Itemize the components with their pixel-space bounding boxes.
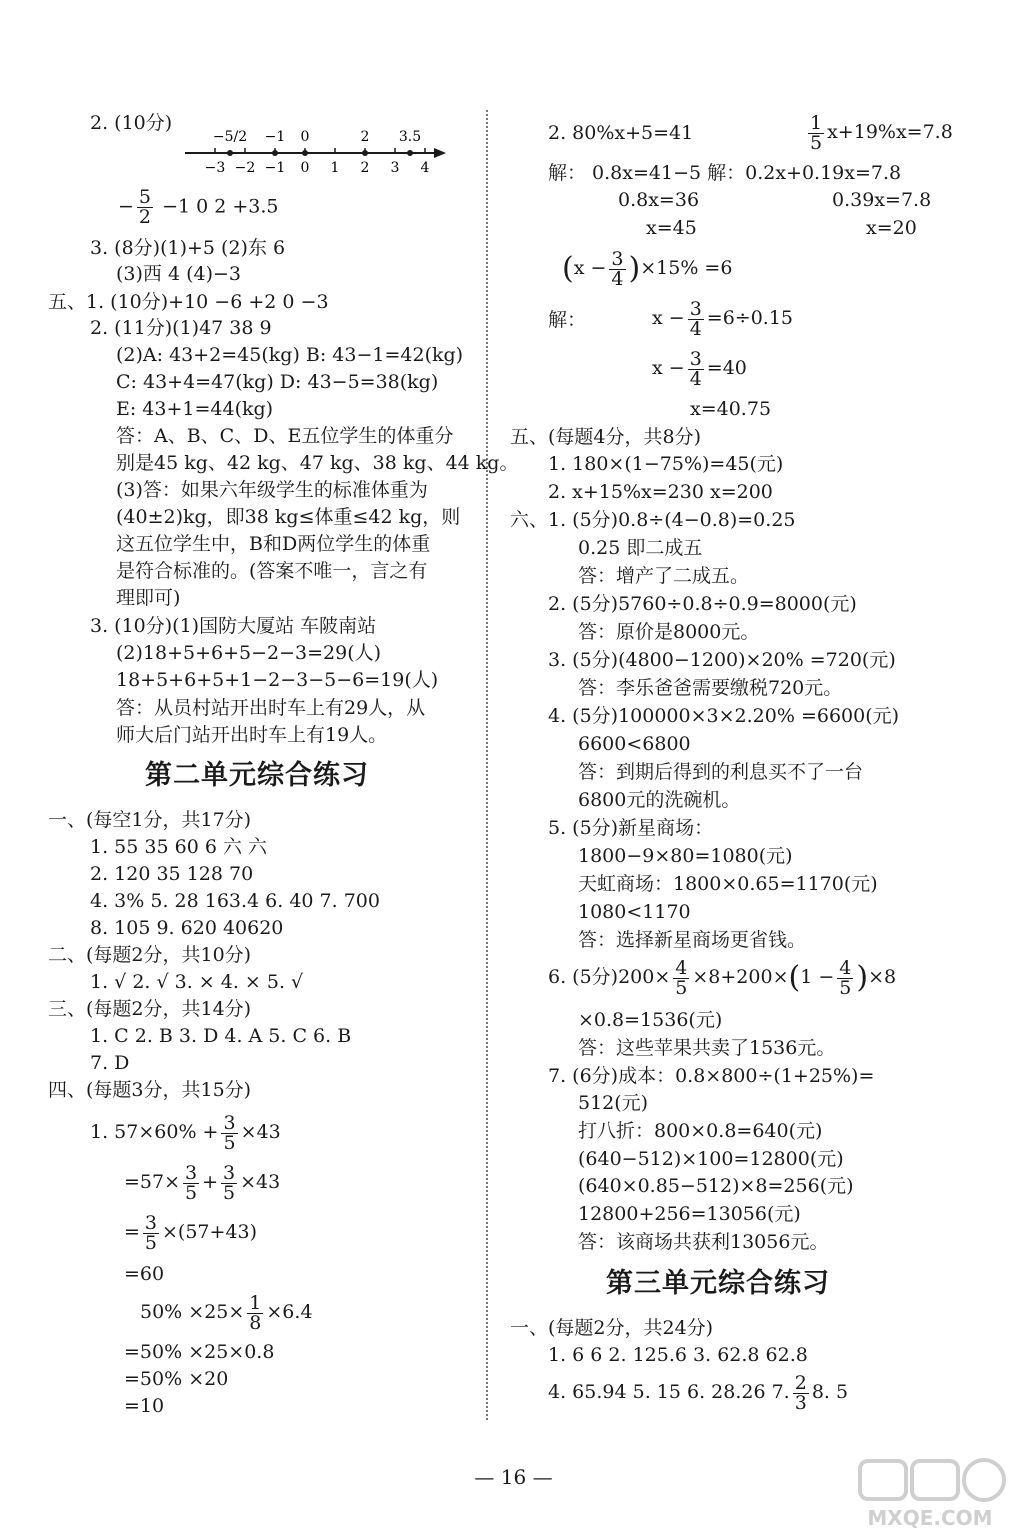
u2-sec1-b: 2. 120 35 128 70: [90, 863, 254, 885]
r-sec6-q7-a: 512(元): [578, 1092, 649, 1114]
tick-label: 2: [360, 160, 370, 176]
r-sec6-q1-a: 0.25 即二成五: [578, 537, 703, 559]
watermark-text: MXQE.COM: [867, 1506, 993, 1530]
calc-line-2: =57× $\frac{3}{5}$ + $\frac{3}{5}$ ×43: [124, 1161, 281, 1204]
number-line-point: [302, 150, 308, 156]
r-jie: 解：: [548, 309, 587, 331]
calc-line-8: =10: [124, 1395, 165, 1417]
r-sec6-q7-f: 答：该商场共获利13056元。: [578, 1231, 829, 1253]
r-sec6-q2: 2. (5分)5760÷0.8÷0.9=8000(元): [548, 593, 857, 615]
unit2-heading: 第二单元综合练习: [145, 760, 369, 791]
calc-line-5: 50% ×25× $\frac{1}{8}$ ×6.4: [140, 1291, 313, 1334]
s5-q2-e: 答：A、B、C、D、E五位学生的体重分: [116, 425, 454, 447]
r-sec5-a: 1. 180×(1−75%)=45(元): [548, 453, 784, 475]
r-eq2-left: 2. 80%x+5=41: [548, 122, 694, 144]
u2-sec1: 一、(每空1分，共17分): [48, 809, 252, 831]
u3-sec1: 一、(每题2分，共24分): [510, 1317, 714, 1339]
r-eq3-step1: x − $\frac{3}{4}$ =6÷0.15: [652, 297, 794, 340]
r-sec6-q3-a: 答：李乐爸爸需要缴税720元。: [578, 677, 843, 699]
r-sec6-q4-b: 答：到期后得到的利息买不了一台: [578, 761, 864, 783]
r-sec6-q5: 5. (5分)新星商场：: [548, 817, 714, 839]
r-sec6-q7-e: 12800+256=13056(元): [578, 1203, 801, 1225]
u3-sec1-b: 4. 65.94 5. 15 6. 28.26 7. $\frac{2}{3}$ 8. 5: [548, 1371, 849, 1414]
u2-sec1-a: 1. 55 35 60 6 六 六: [90, 836, 267, 858]
s5-q2-b: (2)A: 43+2=45(kg) B: 43−1=42(kg): [116, 344, 464, 366]
page-number: — 16 —: [474, 1465, 553, 1489]
point-label: −5/2: [212, 129, 248, 145]
r-eq2-solve: 解： 0.8x=41−5 解：0.2x+0.19x=7.8: [548, 162, 902, 184]
unit3-heading: 第三单元综合练习: [606, 1268, 830, 1299]
tick-label: 4: [420, 160, 430, 176]
q2-label: 2. (10分): [90, 112, 173, 134]
r-sec6-q4: 4. (5分)100000×3×2.20% =6600(元): [548, 705, 900, 727]
u2-sec3-b: 7. D: [90, 1052, 130, 1074]
r-sec6-q6-a: ×0.8=1536(元): [578, 1009, 723, 1031]
s5-q2-k: 理即可): [116, 587, 181, 609]
number-line-point: [407, 150, 413, 156]
r-sec6-q5-a: 1800−9×80=1080(元): [578, 845, 793, 867]
r-sec5: 五、(每题4分，共8分): [510, 426, 702, 448]
s5-q2-d: E: 43+1=44(kg): [116, 398, 274, 420]
u2-sec2-a: 1. √ 2. √ 3. × 4. × 5. √: [90, 971, 304, 993]
u3-sec1-a: 1. 6 6 2. 125.6 3. 62.8 62.8: [548, 1344, 808, 1366]
s5-q2-f: 别是45 kg、42 kg、47 kg、38 kg、44 kg。: [116, 452, 519, 474]
r-sec6-q7: 7. (6分)成本：0.8×800÷(1+25%)=: [548, 1065, 875, 1087]
number-line-point: [272, 150, 278, 156]
u2-sec1-c: 4. 3% 5. 28 163.4 6. 40 7. 700: [90, 890, 380, 912]
r-sec6-q6: 6. (5分)200× $\frac{4}{5}$ ×8+200×(1 − $\frac{4}{5}$ )×8: [548, 956, 897, 999]
s5-q3-c: 18+5+6+5+1−2−3−5−6=19(人): [116, 669, 439, 691]
calc-line-3: = $\frac{3}{5}$ ×(57+43): [124, 1211, 258, 1254]
u2-sec2: 二、(每题2分，共10分): [48, 944, 252, 966]
r-sec6-q3: 3. (5分)(4800−1200)×20% =720(元): [548, 649, 896, 671]
s5-q3-b: (2)18+5+6+5−2−3=29(人): [116, 642, 382, 664]
calc-line-7: =50% ×20: [124, 1368, 229, 1390]
watermark-logo: [850, 1455, 1010, 1533]
calc-line-6: =50% ×25×0.8: [124, 1341, 275, 1363]
s5-q3-e: 师大后门站开出时车上有19人。: [116, 724, 388, 746]
number-line: [180, 108, 460, 183]
r-eq3-result: x=40.75: [690, 398, 772, 420]
q3-line-b: (3)西 4 (4)−3: [116, 263, 242, 285]
s5-q3-d: 答：从员村站开出时车上有29人，从: [116, 697, 426, 719]
r-sec6-q5-c: 1080<1170: [578, 901, 691, 923]
q3-line-a: 3. (8分)(1)+5 (2)东 6: [90, 237, 286, 259]
s5-q2-g: (3)答：如果六年级学生的标准体重为: [116, 479, 428, 501]
r-sec6-q1: 六、1. (5分)0.8÷(4−0.8)=0.25: [510, 509, 796, 531]
s5-q2-c: C: 43+4=47(kg) D: 43−5=38(kg): [116, 371, 439, 393]
r-sec6-q1-b: 答：增产了二成五。: [578, 565, 750, 587]
s5-q2-i: 这五位学生中，B和D两位学生的体重: [116, 533, 431, 555]
s5-q2-a: 2. (11分)(1)47 38 9: [90, 317, 272, 339]
r-sec6-q4-a: 6600<6800: [578, 733, 691, 755]
u2-sec1-d: 8. 105 9. 620 40620: [90, 917, 284, 939]
number-line-point: [362, 150, 368, 156]
s5-q2-h: (40±2)kg，即38 kg≤体重≤42 kg，则: [116, 506, 461, 528]
r-eq2-result1: x=45: [646, 217, 697, 239]
point-label: 3.5: [398, 129, 422, 145]
point-label: 0: [300, 129, 310, 145]
tick-label: 3: [390, 160, 400, 176]
r-eq2-step1: 0.8x=36: [618, 189, 700, 211]
point-label: 2: [360, 129, 370, 145]
r-eq3: (x − $\frac{3}{4}$ )×15% =6: [562, 247, 733, 290]
tick-label: 1: [330, 160, 340, 176]
calc-line-4: =60: [124, 1263, 165, 1285]
tick-label: 0: [300, 160, 310, 176]
r-eq2-result2: x=20: [866, 217, 917, 239]
r-sec6-q7-b: 打八折：800×0.8=640(元): [578, 1120, 823, 1142]
r-eq2-right: $\frac{1}{5}$ x+19%x=7.8: [810, 111, 953, 154]
arrow-icon: [434, 148, 446, 158]
calc-line-1: 1. 57×60% + $\frac{3}{5}$ ×43: [90, 1111, 281, 1154]
number-line-point: [227, 150, 233, 156]
s5-q3-a: 3. (10分)(1)国防大厦站 车陂南站: [90, 615, 377, 637]
tick-label: −3: [204, 160, 226, 176]
column-divider: [486, 110, 488, 1420]
u2-sec3-a: 1. C 2. B 3. D 4. A 5. C 6. B: [90, 1025, 352, 1047]
tick-label: −1: [264, 160, 286, 176]
tick-label: −2: [234, 160, 256, 176]
point-label: −1: [264, 129, 286, 145]
r-sec6-q5-b: 天虹商场：1800×0.65=1170(元): [578, 873, 878, 895]
s5-q1: 五、1. (10分)+10 −6 +2 0 −3: [48, 291, 329, 313]
u2-sec3: 三、(每题2分，共14分): [48, 998, 252, 1020]
r-sec6-q7-c: (640−512)×100=12800(元): [578, 1148, 844, 1170]
r-eq2-step2: 0.39x=7.8: [832, 189, 932, 211]
r-sec6-q4-c: 6800元的洗碗机。: [578, 789, 741, 811]
s5-q2-j: 是符合标准的。(答案不唯一，言之有: [116, 560, 428, 582]
r-eq3-step2: x − $\frac{3}{4}$ =40: [652, 347, 747, 390]
r-sec6-q6-b: 答：这些苹果共卖了1536元。: [578, 1037, 836, 1059]
r-sec6-q5-d: 答：选择新星商场更省钱。: [578, 929, 807, 951]
r-sec5-b: 2. x+15%x=230 x=200: [548, 481, 773, 503]
u2-sec4: 四、(每题3分，共15分): [48, 1079, 252, 1101]
q2-answer: − $\frac{5}{2}$ −1 0 2 +3.5: [118, 186, 279, 228]
r-sec6-q2-a: 答：原价是8000元。: [578, 621, 760, 643]
r-sec6-q7-d: (640×0.85−512)×8=256(元): [578, 1175, 854, 1197]
